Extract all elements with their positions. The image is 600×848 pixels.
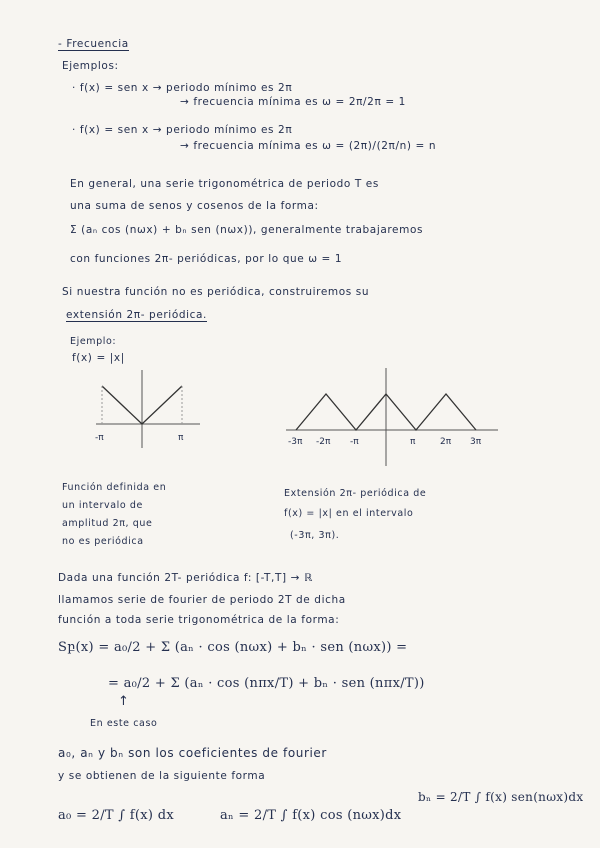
example-label: Ejemplo:	[70, 336, 117, 347]
graph-abs-restricted	[92, 368, 204, 456]
caption1-line1: Función definida en	[62, 482, 167, 493]
ex2-line2: → frecuencia mínima es ω = (2π)/(2π/n) = n	[180, 140, 437, 152]
note-en-este-caso: En este caso	[90, 718, 158, 729]
tick-2pi: 2π	[440, 437, 452, 447]
coef-a0: a₀ = 2/T ∫ f(x) dx	[58, 808, 174, 823]
para1-line1: En general, una serie trigonométrica de periodo T es	[70, 178, 379, 190]
para2-line1: Si nuestra función no es periódica, construiremos su	[62, 286, 370, 298]
tick-pi: π	[410, 437, 416, 447]
para1-line3: Σ (aₙ cos (nωx) + bₙ sen (nωx)), generalmente trabajaremos	[70, 224, 424, 236]
para3-line3: función a toda serie trigonométrica de la forma:	[58, 614, 340, 626]
para1-line2: una suma de senos y cosenos de la forma:	[70, 200, 319, 212]
examples-label: Ejemplos:	[62, 60, 119, 72]
heading-frecuencia: - Frecuencia	[58, 38, 129, 50]
tick-neg-3pi: -3π	[288, 437, 303, 447]
tick-neg-pi: -π	[95, 433, 104, 443]
tick-3pi: 3π	[470, 437, 482, 447]
tick-neg-2pi: -2π	[316, 437, 331, 447]
para4-line2: y se obtienen de la siguiente forma	[58, 770, 266, 782]
caption1-line4: no es periódica	[62, 536, 144, 547]
para2-line2: extensión 2π- periódica.	[66, 309, 207, 321]
coef-an: aₙ = 2/T ∫ f(x) cos (nωx)dx	[220, 808, 402, 823]
ex1-line1: · f(x) = sen x → periodo mínimo es 2π	[72, 82, 293, 94]
fourier-series-formula-2: = a₀/2 + Σ (aₙ · cos (nπx/T) + bₙ · sen (nπx/T))	[108, 676, 425, 691]
caption1-line2: un intervalo de	[62, 500, 143, 511]
para1-line4: con funciones 2π- periódicas, por lo que ω = 1	[70, 253, 343, 265]
caption2-line3: (-3π, 3π).	[290, 530, 340, 541]
fourier-series-formula-1: Sբ(x) = a₀/2 + Σ (aₙ · cos (nωx) + bₙ · sen (nωx)) =	[58, 640, 408, 655]
caption2-line1: Extensión 2π- periódica de	[284, 488, 427, 499]
tick-neg-pi: -π	[350, 437, 359, 447]
para4-line1: a₀, aₙ y bₙ son los coeficientes de fourier	[58, 746, 327, 760]
example-function: f(x) = |x|	[72, 352, 125, 364]
caption1-line3: amplitud 2π, que	[62, 518, 153, 529]
tick-pi: π	[178, 433, 184, 443]
para3-line2: llamamos serie de fourier de periodo 2T de dicha	[58, 594, 346, 606]
arrow-up-glyph: ↑	[118, 694, 130, 709]
coef-bn: bₙ = 2/T ∫ f(x) sen(nωx)dx	[418, 790, 584, 804]
ex1-line2: → frecuencia mínima es ω = 2π/2π = 1	[180, 96, 406, 108]
para3-line1: Dada una función 2T- periódica f: [-T,T] → ℝ	[58, 572, 313, 584]
caption2-line2: f(x) = |x| en el intervalo	[284, 508, 414, 519]
ex2-line1: · f(x) = sen x → periodo mínimo es 2π	[72, 124, 293, 136]
graph-periodic-extension	[284, 366, 504, 470]
